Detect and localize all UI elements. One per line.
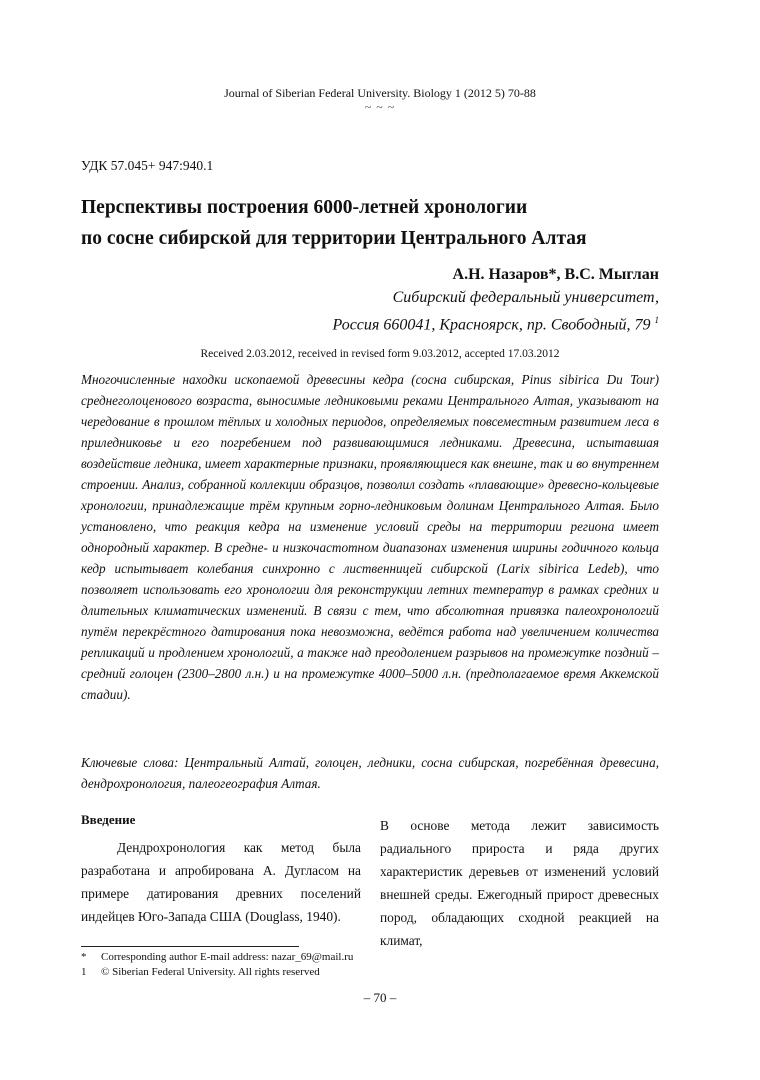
- received-dates: Received 2.03.2012, received in revised form 9.03.2012, accepted 17.03.2012: [200, 348, 560, 360]
- footnote-mark: 1: [81, 966, 87, 978]
- intro-left-text: Дендрохронология как метод была разработана и апробирована А. Дугласом на примере датирования древних поселений индейцев Юго-Запада США (Douglass, 1940).: [81, 840, 361, 924]
- footnote-mark: *: [81, 951, 87, 963]
- intro-right-column: [380, 812, 659, 952]
- affiliation-address: Россия 660041, Красноярск, пр. Свободный, 79: [332, 316, 651, 334]
- intro-left-column: [81, 812, 361, 928]
- journal-header: Journal of Siberian Federal University. Biology 1 (2012 5) 70-88: [224, 86, 536, 100]
- footnote: [81, 965, 659, 980]
- intro-right-text: В основе метода лежит зависимость радиального прироста и ряда других характеристик деревьев от изменений условий внешней среды. Ежегодный прирост древесных пород, обладающих сходной реакцией на климат,: [380, 818, 659, 948]
- title-line-2: по сосне сибирской для территории Центрального Алтая: [81, 228, 587, 249]
- keywords-label: Ключевые слова:: [81, 755, 179, 770]
- article-title: [81, 192, 681, 254]
- keywords: [81, 752, 659, 794]
- abstract: Многочисленные находки ископаемой древесины кедра (сосна сибирская, Pinus sibirica Du Tour) среднеголоценового возраста, выносимые ледниковыми реками Центрального Алтая, указывают на чередование в прошлом тёплых и холодных периодов, определяемых повсеместным развитием леса в приледниковье и его погребением под развивающимися ледниками. Древесина, испытавшая воздействие ледника, имеет характерные признаки, проявляющиеся как внешне, так и во внутреннем строении. Анализ, собранной коллекции образцов, позволил создать «плавающие» древесно-кольцевые хронологии, принадлежащие трём крупным горно-ледниковым долинам Центрального Алтая. Было установлено, что реакция кедра на изменение условий среды на территории региона имеет однородный характер. В средне- и низкочастотном диапазонах изменения ширины годичного кольца кедр испытывает колебания синхронно с лиственницей сибирской (Larix sibirica Ledeb), что позволяет использовать его хронологии для реконструкции летних температур в рамках средних и длительных климатических изменений. В связи с тем, что абсолютная привязка палеохронологий путём перекрёстного датирования пока невозможна, ведётся работа над увеличением количества репликаций и продлением хронологий, а также над преодолением разрывов на промежутке поздний – средний голоцен (2300–2800 л.н.) и на промежутке 4000–5000 л.н. (предполагаемое время Аккемской стадии).: [81, 372, 659, 702]
- intro-heading: Введение: [81, 812, 136, 827]
- footnote-text: Corresponding author E-mail address: nazar_69@mail.ru: [101, 951, 354, 963]
- footnote-divider: [81, 946, 299, 947]
- keywords-text: Центральный Алтай, голоцен, ледники, сосна сибирская, погребённая древесина, дендрохронология, палеогеография Алтая.: [81, 755, 659, 791]
- page-number: – 70 –: [363, 990, 397, 1005]
- affiliation-line-2: [333, 309, 660, 336]
- affiliation-footnote-mark: 1: [654, 315, 659, 325]
- footnotes: [81, 950, 659, 980]
- footnote-text: © Siberian Federal University. All rights reserved: [101, 966, 320, 978]
- title-line-1: Перспективы построения 6000-летней хронологии: [81, 197, 528, 218]
- udk-code: УДК 57.045+ 947:940.1: [81, 158, 214, 173]
- affiliation-line-1: Сибирский федеральный университет,: [392, 289, 659, 306]
- footnote: [81, 950, 659, 965]
- header-ornament: ~ ~ ~: [364, 100, 396, 114]
- affiliation: [333, 287, 660, 336]
- authors: А.Н. Назаров*, В.С. Мыглан: [452, 266, 659, 283]
